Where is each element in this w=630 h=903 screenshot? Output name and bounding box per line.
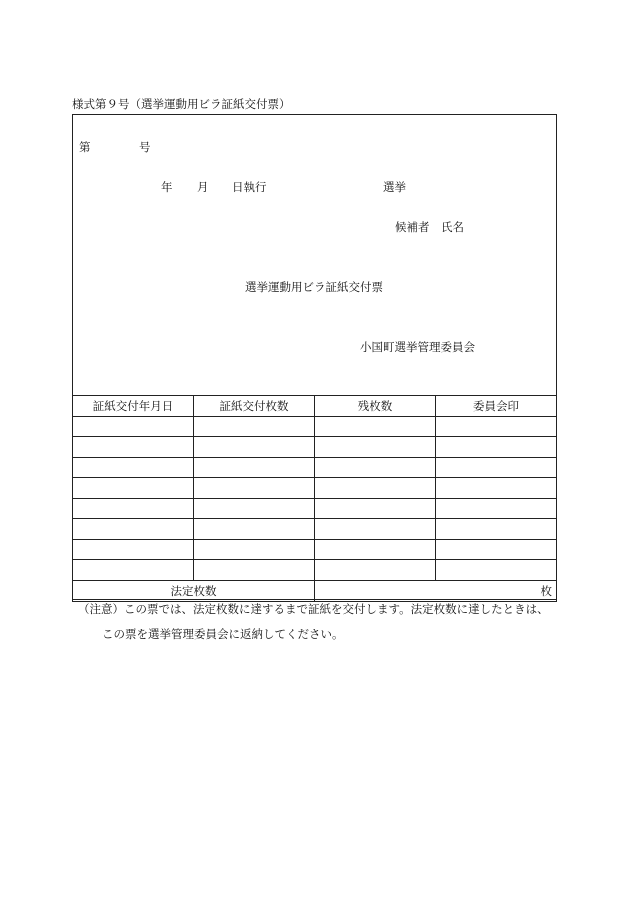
table-cell[interactable] (436, 478, 557, 499)
stamp-table (72, 395, 557, 602)
form-title: 様式第９号（選挙運動用ビラ証紙交付票） (72, 97, 291, 111)
table-cell[interactable] (315, 498, 436, 519)
year-label: 年 (161, 180, 173, 194)
col-header: 残枚数 (315, 396, 436, 417)
day-exec-label: 日執行 (232, 180, 267, 194)
col-header: 証紙交付枚数 (194, 396, 315, 417)
doc-title: 選挙運動用ビラ証紙交付票 (245, 280, 383, 294)
table-cell[interactable] (194, 519, 315, 540)
issuer: 小国町選挙管理委員会 (360, 340, 475, 354)
month-label: 月 (197, 180, 209, 194)
total-row (73, 580, 557, 601)
table-cell[interactable] (194, 457, 315, 478)
table-cell[interactable] (315, 539, 436, 560)
table-cell[interactable] (194, 498, 315, 519)
candidate-label: 候補者 (395, 220, 430, 234)
col-header: 証紙交付年月日 (73, 396, 194, 417)
total-label: 法定枚数 (73, 580, 315, 601)
note-line-1: （注意）この票では、法定枚数に達するまで証紙を交付します。法定枚数に達したときは、 (78, 602, 549, 616)
table-cell[interactable] (436, 416, 557, 437)
table-cell[interactable] (194, 416, 315, 437)
total-unit: 枚 (315, 580, 557, 601)
table-cell[interactable] (436, 457, 557, 478)
table-cell[interactable] (194, 539, 315, 560)
ticket-frame (72, 114, 557, 600)
table-cell[interactable] (315, 457, 436, 478)
number-prefix: 第 (79, 140, 91, 154)
table-row (73, 560, 557, 581)
table-header-row (73, 396, 557, 417)
table-cell[interactable] (436, 519, 557, 540)
col-header: 委員会印 (436, 396, 557, 417)
table-cell[interactable] (73, 560, 194, 581)
number-suffix: 号 (139, 140, 151, 154)
table-cell[interactable] (73, 416, 194, 437)
table-row (73, 539, 557, 560)
table-row (73, 498, 557, 519)
table-cell[interactable] (73, 478, 194, 499)
table-cell[interactable] (436, 560, 557, 581)
name-label: 氏名 (441, 220, 464, 234)
table-row (73, 457, 557, 478)
table-cell[interactable] (73, 437, 194, 458)
table-cell[interactable] (73, 539, 194, 560)
table-cell[interactable] (73, 498, 194, 519)
table-row (73, 478, 557, 499)
election-label: 選挙 (383, 180, 406, 194)
table-row (73, 519, 557, 540)
table-cell[interactable] (73, 519, 194, 540)
table-cell[interactable] (436, 437, 557, 458)
table-cell[interactable] (436, 539, 557, 560)
table-cell[interactable] (315, 478, 436, 499)
table-row (73, 416, 557, 437)
table-cell[interactable] (315, 416, 436, 437)
table-cell[interactable] (315, 560, 436, 581)
table-row (73, 437, 557, 458)
table-cell[interactable] (315, 519, 436, 540)
table-cell[interactable] (436, 498, 557, 519)
table-cell[interactable] (315, 437, 436, 458)
note-line-2: この票を選挙管理委員会に返納してください。 (102, 627, 344, 641)
table-cell[interactable] (73, 457, 194, 478)
table-cell[interactable] (194, 560, 315, 581)
table-cell[interactable] (194, 437, 315, 458)
table-cell[interactable] (194, 478, 315, 499)
